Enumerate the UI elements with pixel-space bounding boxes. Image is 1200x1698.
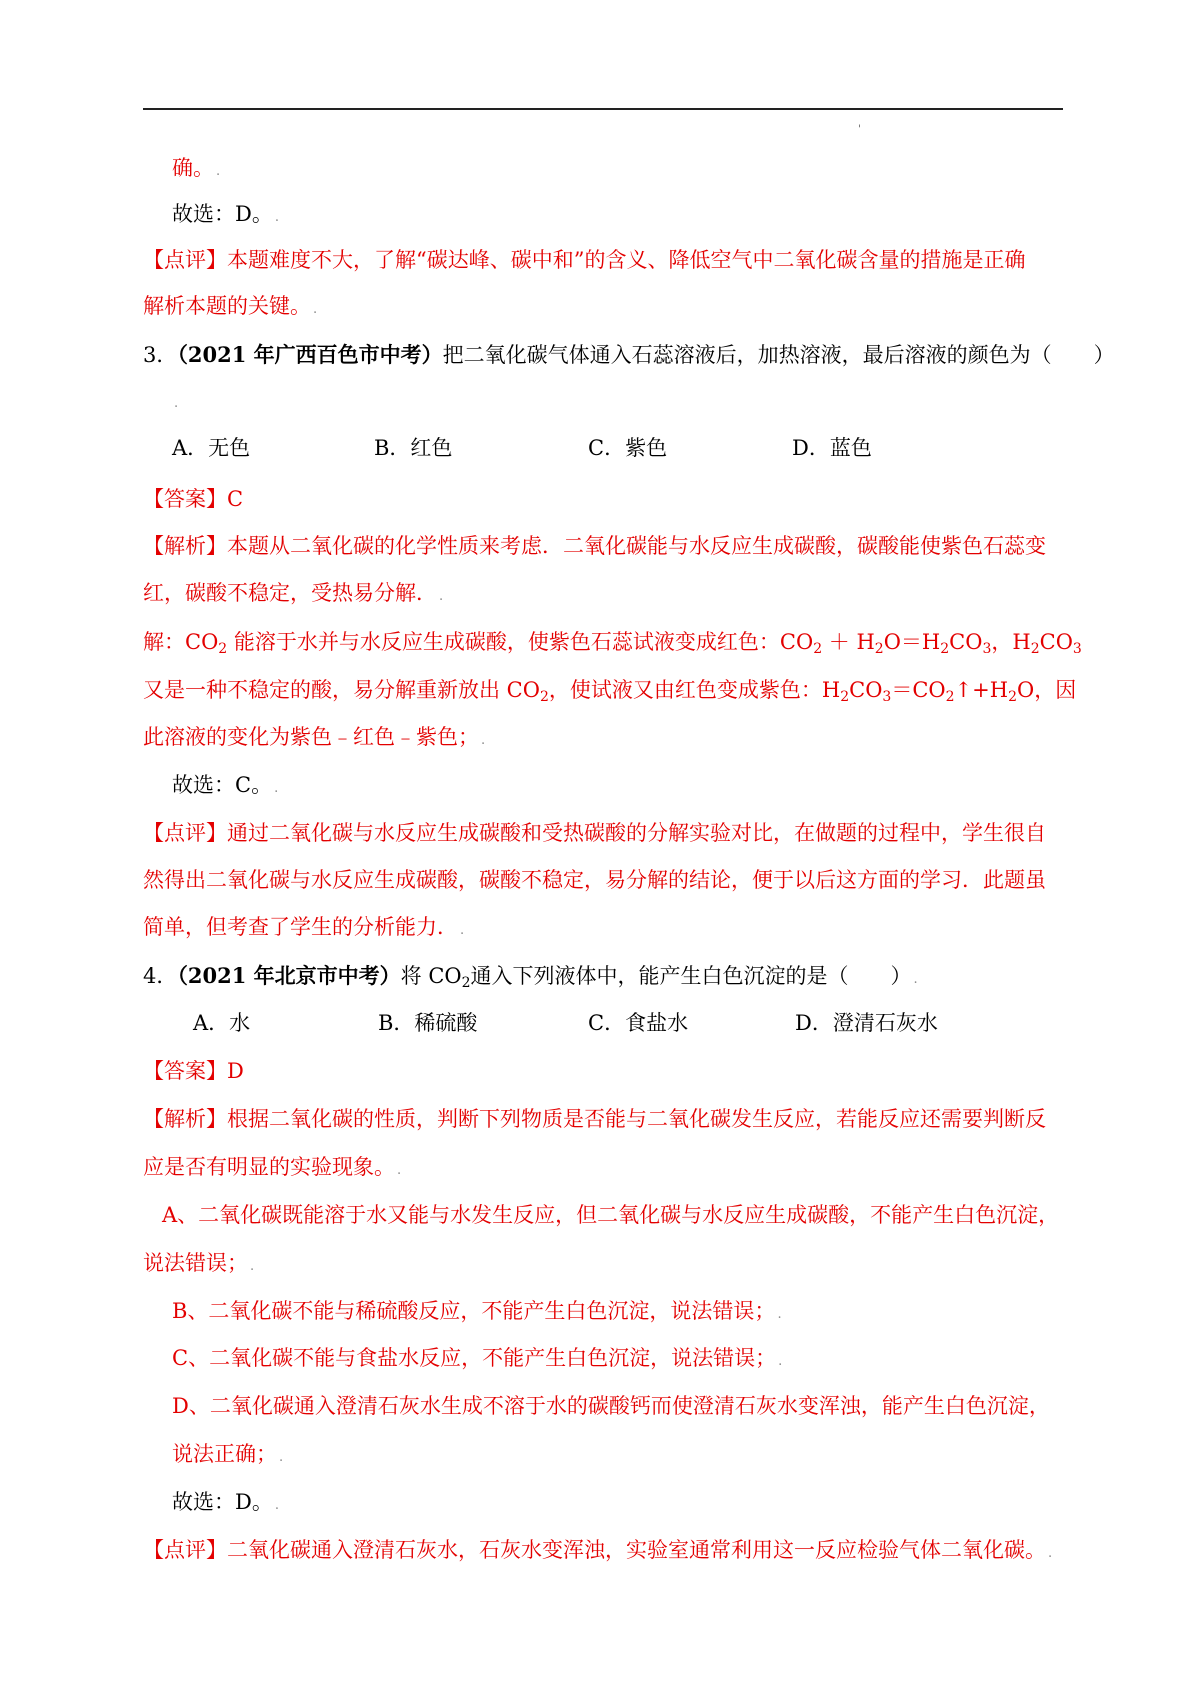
- q3-solution-line3: 此溶液的变化为紫色﹣红色﹣紫色； .: [143, 725, 486, 749]
- q4-option-c: C．食盐水: [588, 1011, 689, 1035]
- q2-comment-line2: 解析本题的关键。 .: [143, 294, 318, 318]
- q4-option-d-explanation: D、二氧化碳通入澄清石灰水生成不溶于水的碳酸钙而使澄清石灰水变浑浊，能产生白色沉淀，: [172, 1394, 1050, 1418]
- q3-option-c: C．紫色: [588, 436, 668, 460]
- q3-solution-line1: 解：$CO_2$ 能溶于水并与水反应生成碳酸，使紫色石蕊试液变成红色：$CO_2 + H_2O=H_2CO_3$，$H_2CO_3$: [143, 630, 1082, 657]
- q4-option-b: B．稀硫酸: [378, 1011, 478, 1035]
- q3-analysis-line1: 【解析】本题从二氧化碳的化学性质来考虑．二氧化碳能与水反应生成碳酸，碳酸能使紫色石蕊变: [143, 534, 1046, 558]
- q3-solution-line2: 又是一种不稳定的酸，易分解重新放出 $CO_2$，使试液又由红色变成紫色：$H_2CO_3=CO_2↑+H_2O$，因: [143, 678, 1077, 705]
- q4-analysis-line1: 【解析】根据二氧化碳的性质，判断下列物质是否能与二氧化碳发生反应，若能反应还需要判断反: [143, 1107, 1046, 1131]
- q4-option-a-explanation: A、二氧化碳既能溶于水又能与水发生反应，但二氧化碳与水反应生成碳酸，不能产生白色沉淀，: [162, 1203, 1060, 1227]
- header-mark: ': [858, 124, 861, 135]
- q4-option-a-explanation-cont: 说法错误； .: [143, 1251, 255, 1275]
- q4-option-d: D．澄清石灰水: [795, 1011, 938, 1035]
- q3-comment-line1: 【点评】通过二氧化碳与水反应生成碳酸和受热碳酸的分解实验对比，在做题的过程中，学生很自: [143, 821, 1046, 845]
- q2-comment-line1: 【点评】本题难度不大，了解“碳达峰、碳中和”的含义、降低空气中二氧化碳含量的措施是正确: [143, 248, 1026, 272]
- q3-option-d: D．蓝色: [792, 436, 872, 460]
- q2-tail-line: 确。 .: [172, 156, 221, 180]
- q4-answer: 【答案】D: [143, 1059, 244, 1083]
- q3-analysis-line2: 红，碳酸不稳定，受热易分解． .: [143, 581, 444, 605]
- q4-analysis-line2: 应是否有明显的实验现象。 .: [143, 1155, 402, 1179]
- header-rule: [143, 108, 1063, 110]
- q3-stem-end: .: [174, 396, 179, 411]
- q3-answer: 【答案】C: [143, 487, 244, 511]
- q3-stem: 3．（2021 年广西百色市中考）把二氧化碳气体通入石蕊溶液后，加热溶液，最后溶液的颜色为（ ）: [143, 342, 1115, 367]
- q3-comment-line2: 然得出二氧化碳与水反应生成碳酸，碳酸不稳定，易分解的结论，便于以后这方面的学习．此题虽: [143, 868, 1046, 892]
- q2-choice: 故选：D。 .: [172, 202, 279, 226]
- q4-option-d-explanation-cont: 说法正确； .: [172, 1442, 284, 1466]
- q3-comment-line3: 简单，但考查了学生的分析能力． .: [143, 915, 465, 939]
- q3-option-b: B．红色: [374, 436, 453, 460]
- q3-option-a: A．无色: [172, 436, 251, 460]
- q4-comment: 【点评】二氧化碳通入澄清石灰水，石灰水变浑浊，实验室通常利用这一反应检验气体二氧化碳。 .: [143, 1538, 1053, 1562]
- q4-option-c-explanation: C、二氧化碳不能与食盐水反应，不能产生白色沉淀，说法错误； .: [172, 1346, 783, 1370]
- q4-option-b-explanation: B、二氧化碳不能与稀硫酸反应，不能产生白色沉淀，说法错误； .: [172, 1299, 782, 1323]
- q3-choice: 故选：C。 .: [172, 773, 279, 797]
- q4-stem: 4．（2021 年北京市中考）将 $CO_2$通入下列液体中，能产生白色沉淀的是（ ） .: [143, 963, 918, 991]
- q4-choice: 故选：D。 .: [172, 1490, 279, 1514]
- q4-option-a: A．水: [193, 1011, 251, 1035]
